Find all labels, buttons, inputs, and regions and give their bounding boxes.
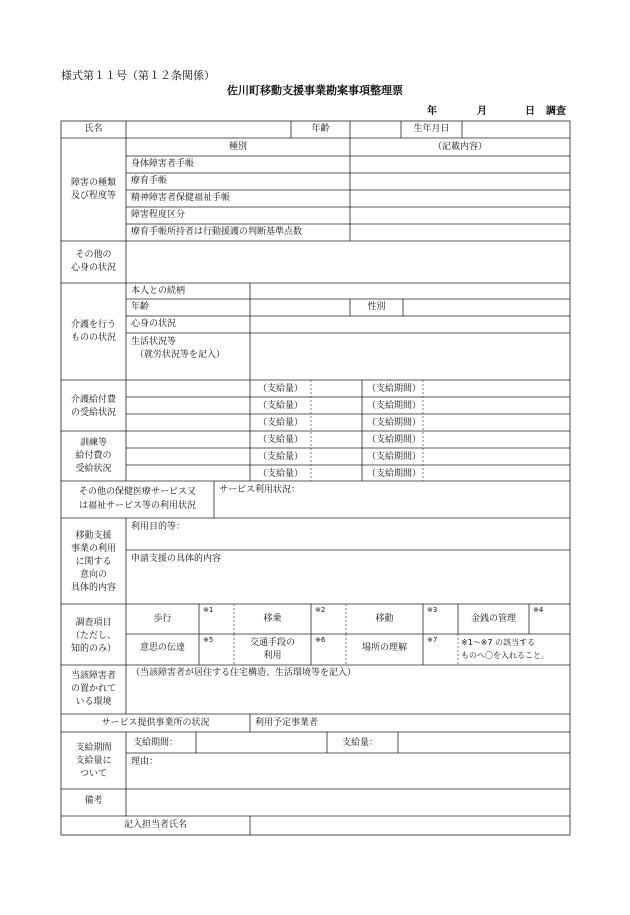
survey-label-2: （ただし、 [70,631,116,641]
survey-mark-4: ※4 [533,606,544,614]
training-benefit-label-2: 給付費の [75,451,112,461]
survey-walking: 歩行 [153,614,172,624]
other-services-label-1: その他の保健医療サービス又 [78,487,196,497]
mobility-label-1: 移動支援 [75,531,112,541]
birth-label: 生年月日 [413,124,450,134]
date-survey: 調査 [546,106,566,117]
care-period-1: （支給期間） [367,384,422,394]
survey-communication: 意思の伝達 [139,643,185,653]
survey-mark-1: ※1 [203,606,214,614]
survey-transport-1: 交通手段の [249,638,295,648]
survey-mark-3: ※3 [427,606,438,614]
caregiver-age-label: 年齢 [131,302,150,312]
date-day: 日 [525,106,535,117]
disability-label-1: 障害の種類 [70,178,116,188]
purpose-label: 利用目的等： [131,522,186,532]
disability-item-behavior: 療育手帳所持者は行動援護の判断基準点数 [131,227,303,237]
supply-label-3: ついて [79,769,107,779]
caregiver-condition-label: 心身の状況 [131,319,177,329]
survey-mark-6: ※6 [315,636,326,644]
care-amount-2: （支給量） [258,401,304,411]
care-period-2: （支給期間） [367,401,422,411]
caregiver-living-label-2: （就労状況等を記入） [135,350,226,360]
type-column-header: 種別 [228,142,247,152]
supply-period-label: 支給期間： [133,738,179,748]
environment-label-2: の置かれて [70,684,116,694]
care-benefit-label-1: 介護給付費 [70,395,116,405]
training-amount-2: （支給量） [258,452,304,462]
form-title: 佐川町移動支援事業勘案事項整理票 [227,84,403,97]
provider-label: サービス提供事業所の状況 [101,718,210,728]
disability-label-2: 及び程度等 [70,191,116,201]
care-amount-1: （支給量） [258,384,304,394]
date-month: 月 [477,106,487,117]
other-services-label-2: は福祉サービス等の利用状況 [78,501,196,511]
survey-note-2: ものへ〇を入れること。 [461,651,549,660]
training-benefit-label-3: 受給状況 [75,464,112,474]
mobility-label-2: 事業の利用 [70,544,116,554]
service-usage-label: サービス利用状況： [219,485,301,495]
training-period-3: （支給期間） [367,469,422,479]
supply-label-2: 支給量に [75,756,112,766]
caregiver-relation-label: 本人との続柄 [131,286,186,296]
training-period-2: （支給期間） [367,452,422,462]
survey-place: 場所の理解 [361,643,407,653]
mobility-label-3: に関する [75,557,112,567]
supply-amount-label: 支給量： [342,738,379,748]
care-amount-3: （支給量） [258,418,304,428]
environment-label-1: 当該障害者 [70,671,116,681]
survey-label-1: 調査項目 [75,618,112,628]
survey-mark-2: ※2 [315,606,326,614]
training-amount-3: （支給量） [258,469,304,479]
other-condition-label-2: 心身の状況 [70,263,116,273]
caregiver-label-1: 介護を行う [70,320,116,330]
care-benefit-label-2: の受給状況 [70,408,116,418]
disability-item-rehab: 療育手帳 [131,176,168,186]
disability-item-mental: 精神障害者保健福祉手帳 [131,193,231,203]
remarks-label: 備考 [84,796,103,806]
date-year: 年 [427,106,437,117]
request-label: 申請支援の具体的内容 [131,554,222,564]
survey-mark-5: ※5 [203,636,214,644]
other-condition-label-1: その他の [75,250,112,260]
disability-item-physical: 身体障害者手帳 [131,159,195,169]
training-period-1: （支給期間） [367,435,422,445]
name-label: 氏名 [84,124,103,134]
survey-mark-7: ※7 [427,636,438,644]
form-number: 様式第１１号（第１２条関係） [61,69,215,82]
age-label: 年齢 [311,124,330,134]
care-period-3: （支給期間） [367,418,422,428]
mobility-label-5: 具体的内容 [70,583,116,593]
survey-note-1: ※1～※7 の該当する [461,638,536,647]
survey-money: 金銭の管理 [470,614,516,624]
survey-moving: 移動 [375,614,394,624]
recorder-label: 記入担当者氏名 [123,820,187,830]
caregiver-sex-label: 性別 [367,302,386,312]
disability-item-degree: 障害程度区分 [131,210,186,220]
training-amount-1: （支給量） [258,435,304,445]
training-benefit-label-1: 訓練等 [79,438,107,448]
survey-transfer: 移乗 [263,614,282,624]
planned-provider-label: 利用予定事業者 [255,718,319,728]
detail-column-header: （記載内容） [432,142,487,152]
supply-reason-label: 理由： [131,757,159,767]
supply-label-1: 支給期間 [75,743,112,753]
caregiver-label-2: ものの状況 [70,333,116,343]
caregiver-living-label-1: 生活状況等 [131,337,177,347]
mobility-label-4: 意向の [79,570,107,580]
environment-note: （当該障害者が居住する住宅構造、生活環境等を記入） [131,668,357,678]
survey-transport-2: 利用 [263,651,282,661]
survey-label-3: 知的のみ） [70,644,116,654]
environment-label-3: いる環境 [75,697,112,707]
